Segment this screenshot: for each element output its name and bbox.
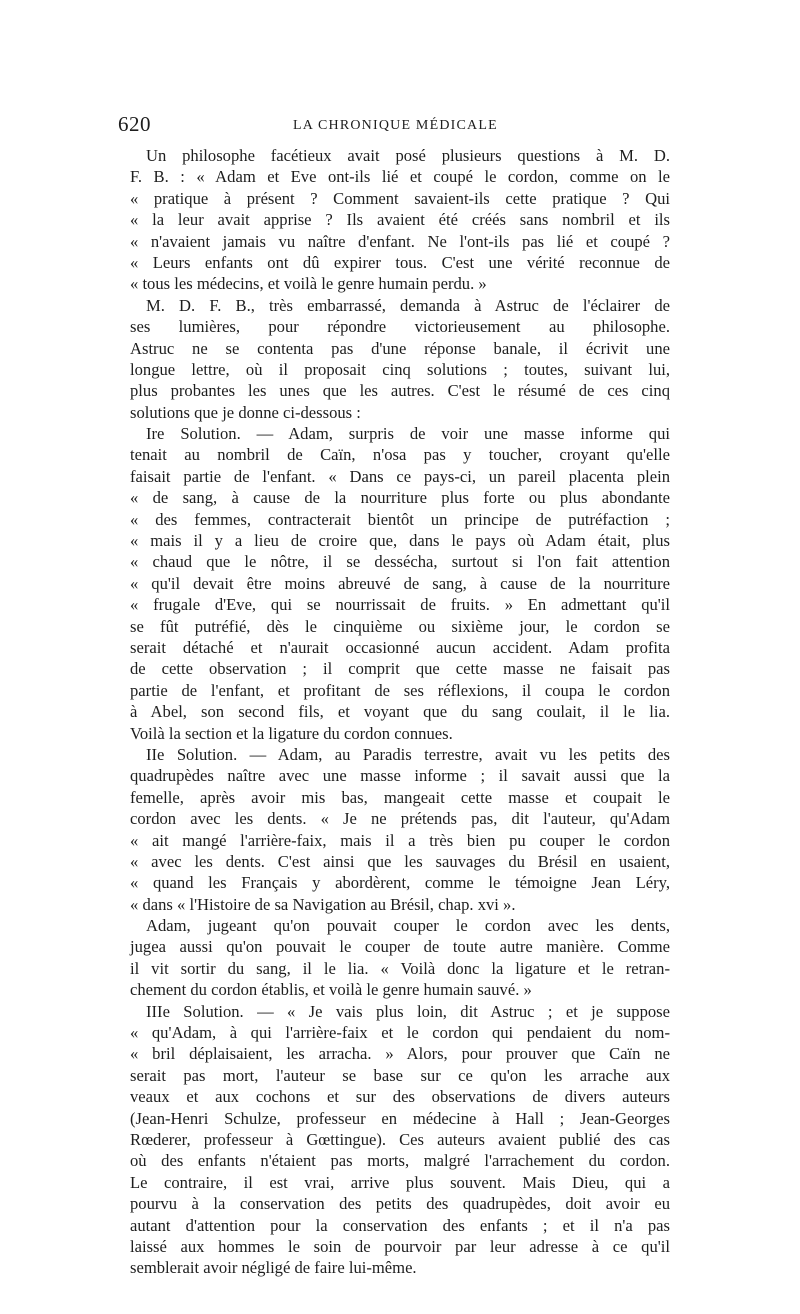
page-header (118, 112, 680, 142)
text-line: « bril déplaisaient, les arracha. » Alors, pour prouver que Caïn ne (130, 1044, 670, 1064)
text-line: jugea aussi qu'on pouvait le couper de toute autre manière. Comme (130, 937, 670, 957)
text-line: « qu'Adam, à qui l'arrière-faix et le cordon qui pendaient du nom- (130, 1023, 670, 1043)
text-line: « qu'il devait être moins abreuvé de sang, à cause de la nourriture (130, 573, 670, 593)
text-line: « des femmes, contracterait bientôt un principe de putréfaction ; (130, 509, 670, 529)
text-line: « quand les Français y abordèrent, comme le témoigne Jean Léry, (130, 873, 670, 893)
page-number: 620 (118, 112, 151, 136)
text-line: à Abel, son second fils, et voyant que du sang coulait, il le lia. (130, 702, 670, 722)
text-line: Adam, jugeant qu'on pouvait couper le cordon avec les dents, (146, 916, 670, 936)
text-line: F. B. : « Adam et Eve ont-ils lié et coupé le cordon, comme on le (130, 167, 670, 187)
text-line: Astruc ne se contenta pas d'une réponse banale, il écrivit une (130, 338, 670, 358)
running-head: LA CHRONIQUE MÉDICALE (293, 118, 498, 133)
text-line: plus probantes les unes que les autres. C'est le résumé de ces cinq (130, 381, 670, 401)
text-line: laissé aux hommes le soin de pourvoir par leur adresse à ce qu'il (130, 1236, 670, 1256)
text-line: se fût putréfié, dès le cinquième ou sixième jour, le cordon se (130, 616, 670, 636)
text-line: semblerait avoir négligé de faire lui-même. (130, 1258, 417, 1278)
text-line: « mais il y a lieu de croire que, dans le pays où Adam était, plus (130, 531, 670, 551)
text-line: Voilà la section et la ligature du cordon connues. (130, 723, 453, 743)
text-line: Rœderer, professeur à Gœttingue). Ces auteurs avaient publié des cas (130, 1129, 670, 1149)
text-line: « Leurs enfants ont dû expirer tous. C'est une vérité reconnue de (130, 252, 670, 272)
text-line: serait pas mort, l'auteur se base sur ce qu'on les arrache aux (130, 1065, 670, 1085)
text-line: serait détaché et n'aurait occasionné aucun accident. Adam profita (130, 637, 670, 657)
text-line: quadrupèdes naître avec une masse informe ; il savait aussi que la (130, 766, 670, 786)
text-line: « frugale d'Eve, qui se nourrissait de fruits. » En admettant qu'il (130, 595, 670, 615)
text-line: cordon avec les dents. « Je ne prétends pas, dit l'auteur, qu'Adam (130, 809, 670, 829)
text-line: « pratique à présent ? Comment savaient-ils cette pratique ? Qui (130, 188, 670, 208)
text-line: veaux et aux cochons et sur des observations de divers auteurs (130, 1087, 670, 1107)
text-line: « ait mangé l'arrière-faix, mais il a très bien pu couper le cordon (130, 830, 670, 850)
text-line: Le contraire, il est vrai, arrive plus souvent. Mais Dieu, qui a (130, 1172, 670, 1192)
text-line: tenait au nombril de Caïn, n'osa pas y toucher, croyant qu'elle (130, 445, 670, 465)
text-line: IIe Solution. — Adam, au Paradis terrestre, avait vu les petits des (146, 744, 670, 764)
text-line: pourvu à la conservation des petits des quadrupèdes, doit avoir eu (130, 1194, 670, 1214)
text-line: partie de l'enfant, et profitant de ses réflexions, il coupa le cordon (130, 680, 670, 700)
text-line: (Jean-Henri Schulze, professeur en médecine à Hall ; Jean-Georges (130, 1108, 670, 1128)
text-line: Ire Solution. — Adam, surpris de voir une masse informe qui (146, 424, 670, 444)
text-line: solutions que je donne ci-dessous : (130, 402, 361, 422)
text-line: Un philosophe facétieux avait posé plusieurs questions à M. D. (146, 146, 670, 165)
text-line: « chaud que le nôtre, il se dessécha, surtout si l'on fait attention (130, 552, 670, 572)
text-line: « la leur avait apprise ? Ils avaient été créés sans nombril et ils (130, 210, 670, 230)
text-line: de cette observation ; il comprit que cette masse ne faisait pas (130, 659, 670, 679)
text-line: autant d'attention pour la conservation des enfants ; et il n'a pas (130, 1215, 670, 1235)
text-line: chement du cordon établis, et voilà le genre humain sauvé. » (130, 980, 532, 1000)
text-line: faisait partie de l'enfant. « Dans ce pays-ci, un pareil placenta plein (130, 466, 670, 486)
text-line: il vit sortir du sang, il le lia. « Voilà donc la ligature et le retran- (130, 958, 670, 978)
text-line: ses lumières, pour répondre victorieusement au philosophe. (130, 317, 670, 337)
text-line: « n'avaient jamais vu naître d'enfant. Ne l'ont-ils pas lié et coupé ? (130, 231, 670, 251)
text-line: « dans « l'Histoire de sa Navigation au Brésil, chap. xvi ». (130, 894, 516, 914)
text-line: IIIe Solution. — « Je vais plus loin, dit Astruc ; et je suppose (146, 1001, 670, 1021)
text-line: femelle, après avoir mis bas, mangeait cette masse et coupait le (130, 787, 670, 807)
text-line: M. D. F. B., très embarrassé, demanda à Astruc de l'éclairer de (146, 295, 670, 315)
body-text (130, 145, 670, 1279)
text-line: longue lettre, où il proposait cinq solutions ; toutes, suivant lui, (130, 359, 670, 379)
text-line: « tous les médecins, et voilà le genre humain perdu. » (130, 274, 487, 294)
text-line: « avec les dents. C'est ainsi que les sauvages du Brésil en usaient, (130, 851, 670, 871)
text-line: « de sang, à cause de la nourriture plus forte ou plus abondante (130, 488, 670, 508)
text-line: où des enfants n'étaient pas morts, malgré l'arrachement du cordon. (130, 1151, 670, 1171)
